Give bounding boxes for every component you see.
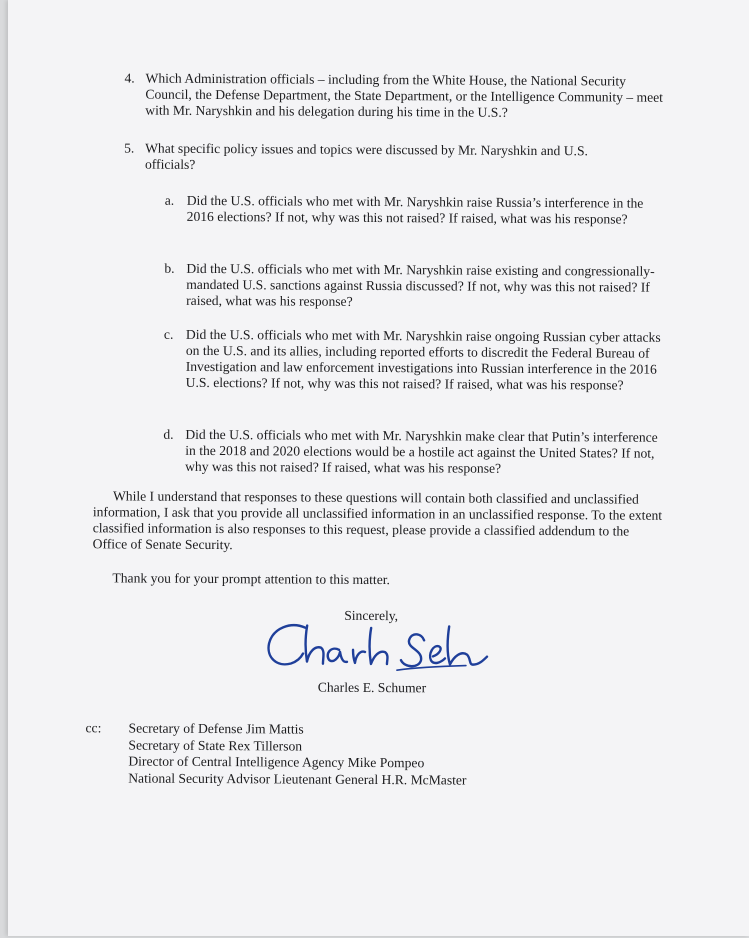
cc-list	[128, 721, 467, 789]
cc-recipient: Secretary of Defense Jim Mattis	[128, 720, 304, 737]
signer-name: Charles E. Schumer	[317, 679, 427, 696]
subitem-d-label: d.	[163, 426, 174, 442]
subitem-a-text: Did the U.S. officials who met with Mr. Naryshkin raise Russia’s interference in the 2016 elections? If not, why was this not raised? If raised, what was his response?	[186, 192, 644, 227]
question-5-number: 5.	[124, 140, 135, 156]
cc-recipient: National Security Advisor Lieutenant General H.R. McMaster	[128, 770, 467, 788]
subitem-a-label: a.	[164, 192, 175, 208]
subitem-d-text: Did the U.S. officials who met with Mr. Naryshkin make clear that Putin’s interference in the 2018 and 2020 elections would be a hostile act against the United States? If not, why was this not raised? If raised, what was his response?	[185, 426, 658, 476]
question-4-number: 4.	[124, 70, 135, 86]
subitem-c-label: c.	[163, 326, 174, 342]
signoff: Sincerely,	[344, 607, 399, 624]
question-4-text: Which Administration officials – including from the White House, the National Security Council, the Defense Department, the State Department, or the Intelligence Community – meet with Mr. Naryshkin and his delegation during his time in the U.S.?	[145, 70, 664, 120]
subitem-c-text: Did the U.S. officials who met with Mr. Naryshkin raise ongoing Russian cyber attacks on the U.S. and its allies, including reported efforts to discredit the Federal Bureau of Investigation and law enforcement investigations into Russian interference in the 2016 U.S. elections? If not, why was this not raised? If raised, what was his response?	[185, 326, 661, 393]
closing-paragraph: While I understand that responses to these questions will contain both classified and unclassified information, I ask that you provide all unclassified information in an unclassified response. To the extent classified information is also responses to this request, please provide a classified addendum to the Office of Senate Security.	[92, 488, 663, 553]
thanks-line: Thank you for your prompt attention to this matter.	[112, 570, 391, 588]
cc-label: cc:	[85, 720, 102, 736]
subitem-b-label: b.	[164, 260, 175, 276]
subitem-b-text: Did the U.S. officials who met with Mr. Naryshkin raise existing and congressionally-mandated U.S. sanctions against Russia discussed? If not, why was this not raised? If raised, what was his response?	[186, 260, 655, 309]
cc-recipient: Secretary of State Rex Tillerson	[128, 737, 303, 754]
handwritten-signature	[261, 617, 491, 678]
cc-recipient: Director of Central Intelligence Agency Mike Pompeo	[128, 753, 425, 771]
question-5-text: What specific policy issues and topics were discussed by Mr. Naryshkin and U.S. officials?	[144, 140, 588, 172]
